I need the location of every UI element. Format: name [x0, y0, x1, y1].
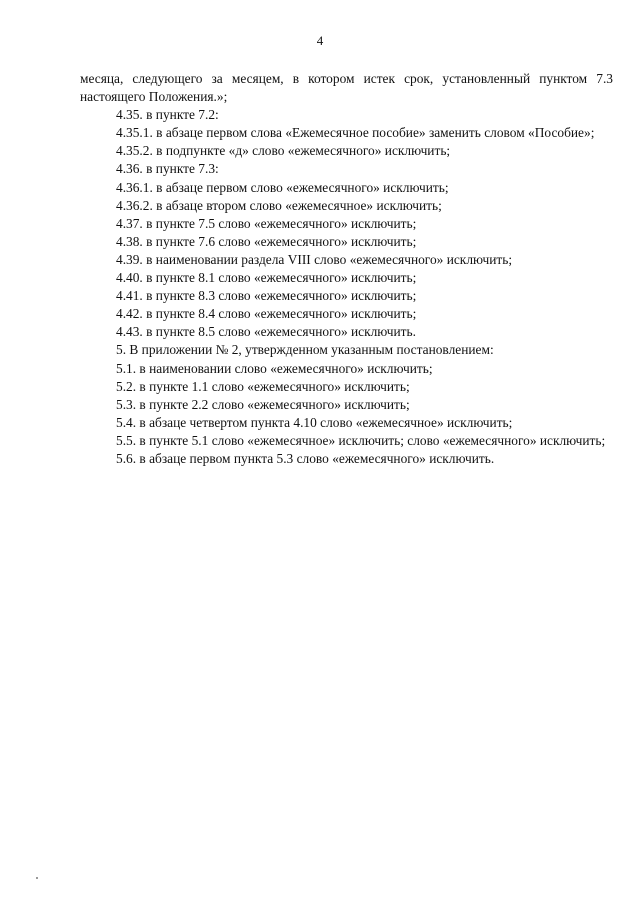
paragraph-5-4: 5.4. в абзаце четвертом пункта 4.10 слово «ежемесячное» исключить; — [116, 414, 513, 430]
paragraph-5-5: 5.5. в пункте 5.1 слово «ежемесячное» исключить; слово «ежемесячного» исключить; — [116, 432, 606, 448]
paragraph-4-41: 4.41. в пункте 8.3 слово «ежемесячного» исключить; — [116, 288, 417, 304]
paragraph-5: 5. В приложении № 2, утвержденном указанным постановлением: — [116, 342, 494, 358]
document-body — [80, 70, 613, 468]
paragraph-4-36: 4.36. в пункте 7.3: — [116, 161, 219, 177]
paragraph-5-2: 5.2. в пункте 1.1 слово «ежемесячного» исключить; — [116, 378, 410, 394]
paragraph-4-42: 4.42. в пункте 8.4 слово «ежемесячного» исключить; — [116, 306, 417, 322]
paragraph-continuation: месяца, следующего за месяцем, в котором истек срок, установленный пунктом 7.3 настоящего Положения.»; — [80, 71, 613, 105]
paragraph-5-3: 5.3. в пункте 2.2 слово «ежемесячного» исключить; — [116, 396, 410, 412]
paragraph-4-39: 4.39. в наименовании раздела VIII слово «ежемесячного» исключить; — [116, 251, 513, 267]
paragraph-5-6: 5.6. в абзаце первом пункта 5.3 слово «ежемесячного» исключить. — [116, 450, 495, 466]
paragraph-4-38: 4.38. в пункте 7.6 слово «ежемесячного» исключить; — [116, 233, 417, 249]
paragraph-4-35: 4.35. в пункте 7.2: — [116, 107, 219, 123]
paragraph-4-35-2: 4.35.2. в подпункте «д» слово «ежемесячного» исключить; — [116, 143, 451, 159]
page-number: 4 — [316, 33, 324, 48]
paragraph-4-40: 4.40. в пункте 8.1 слово «ежемесячного» исключить; — [116, 270, 417, 286]
paragraph-4-36-1: 4.36.1. в абзаце первом слово «ежемесячного» исключить; — [116, 179, 449, 195]
paragraph-4-37: 4.37. в пункте 7.5 слово «ежемесячного» исключить; — [116, 215, 417, 231]
scan-speck — [36, 877, 38, 879]
paragraph-5-1: 5.1. в наименовании слово «ежемесячного» исключить; — [116, 360, 433, 376]
paragraph-4-35-1: 4.35.1. в абзаце первом слова «Ежемесячное пособие» заменить словом «Пособие»; — [116, 125, 595, 141]
paragraph-4-36-2: 4.36.2. в абзаце втором слово «ежемесячное» исключить; — [116, 197, 442, 213]
paragraph-4-43: 4.43. в пункте 8.5 слово «ежемесячного» исключить. — [116, 324, 416, 340]
